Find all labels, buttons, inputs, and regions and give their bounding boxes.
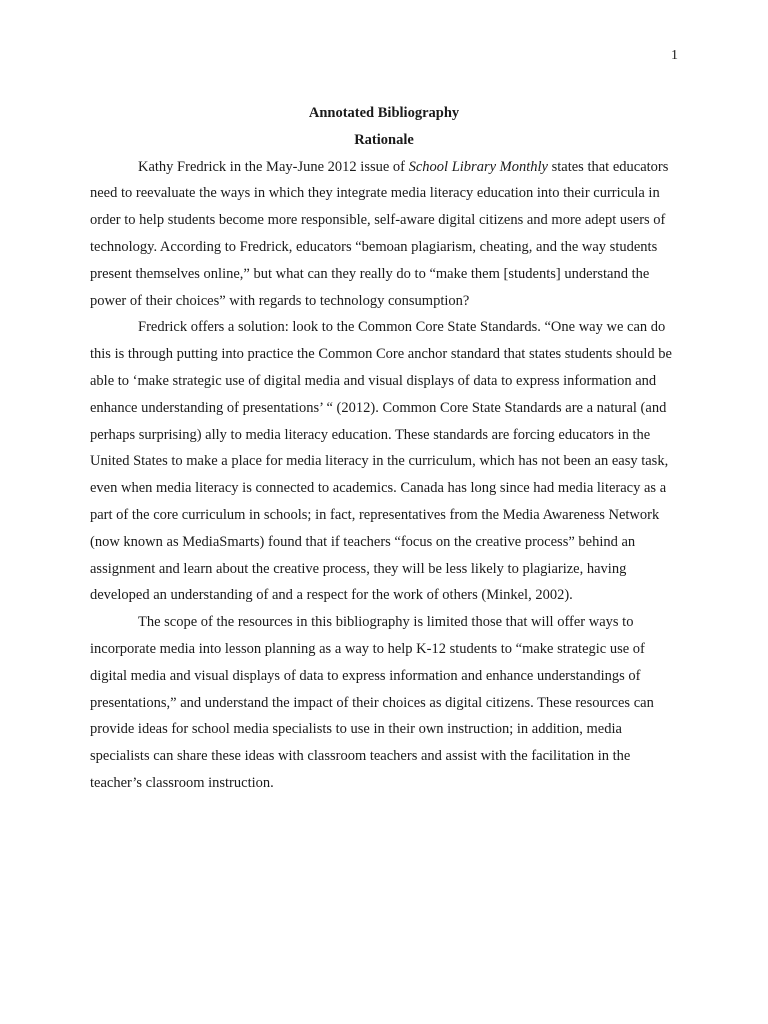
document-title: Annotated Bibliography — [308, 105, 460, 121]
section-heading: Rationale — [354, 131, 414, 148]
paragraph-2: Fredrick offers a solution: look to the Common Core State Standards. “One way we can do this is through putting into practice the Common Core anchor standard that states students should be able to ‘make strategic use of digital media and visual displays of data to express information and enhance understanding of presentations’ “ (2012). Common Core State Standards are a natural (and perhaps surprising) ally to media literacy education. These standards are forcing educators in the United States to make a place for media literacy in the curriculum, which has not been an easy task, even when media literacy is connected to academics. Canada has long since had media literacy as a part of the core curriculum in schools; in fact, representatives from the Media Awareness Network (now known as MediaSmarts) found that if teachers “focus on the creative process” behind an assignment and learn about the creative process, they will be less likely to plagiarize, having developed an understanding of and a respect for the work of others (Minkel, 2002). — [90, 319, 672, 604]
paragraph-1-intro: Kathy Fredrick in the May-June 2012 issue of — [138, 158, 409, 175]
paragraph-1-rest: states that educators need to reevaluate the ways in which they integrate media literacy education into their curricula in order to help students become more responsible, self-aware digital citizens and more adept users of technology. According to Fredrick, educators “bemoan plagiarism, cheating, and the way students present themselves online,” but what can they really do to “make them [students] understand the power of their choices” with regards to technology consumption? — [90, 158, 669, 309]
paragraph-3: The scope of the resources in this bibliography is limited those that will offer ways to incorporate media into lesson planning as a way to help K-12 students to “make strategic use of digital media and visual displays of data to express information and enhance understandings of presentations,” and understand the impact of their choices as digital citizens. These resources can provide ideas for school media specialists to use in their own instruction; in addition, media specialists can share these ideas with classroom teachers and assist with the facilitation in the teacher’s classroom instruction. — [90, 614, 654, 791]
publication-title: School Library Monthly — [408, 158, 548, 175]
paragraph-1 — [90, 154, 678, 315]
page-number: 1 — [671, 48, 678, 63]
document-body — [90, 100, 678, 797]
